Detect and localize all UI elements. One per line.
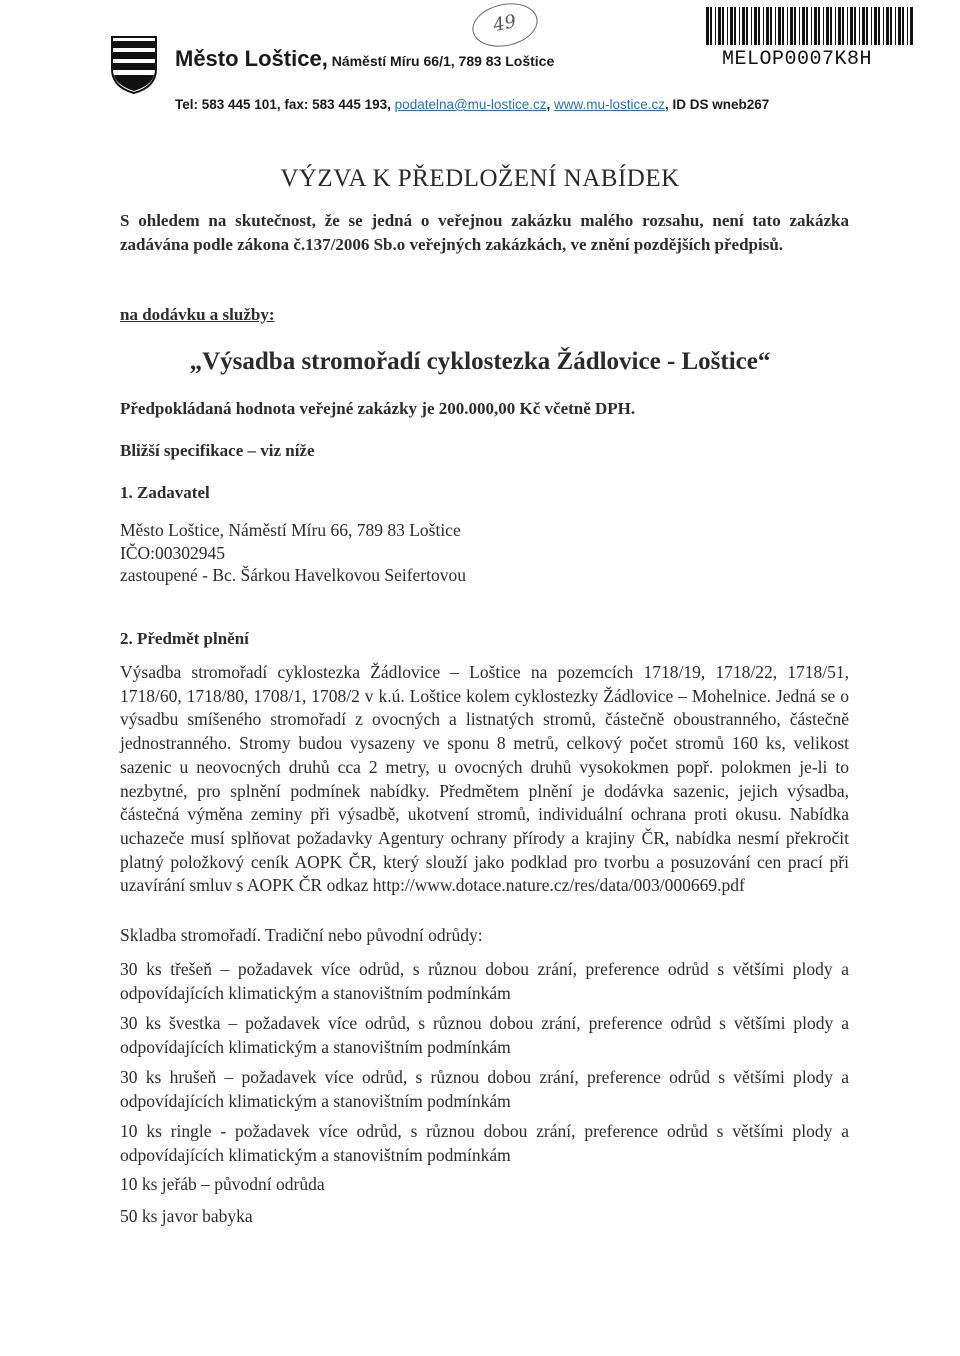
barcode-bar xyxy=(742,7,745,45)
barcode-bar xyxy=(854,7,856,45)
barcode-bar xyxy=(814,7,817,45)
document-code: MELOP0007K8H xyxy=(722,48,873,71)
city-name: Město Loštice, xyxy=(175,46,328,71)
list-item: 30 ks třešeň – požadavek více odrůd, s různou dobou zrání, preference odrůd s většími plody a odpovídajících klimatickým a stanovištním podmínkám xyxy=(120,959,849,1003)
barcode-bar xyxy=(830,7,832,45)
list-item: 10 ks ringle - požadavek více odrůd, s různou dobou zrání, preference odrůd s většími plody a odpovídajících klimatickým a stanovištním podmínkám xyxy=(120,1121,849,1165)
tel-fax: Tel: 583 445 101, fax: 583 445 193, xyxy=(175,97,395,112)
barcode-bar xyxy=(847,7,848,45)
composition-heading: Skladba stromořadí. Tradiční nebo původní odrůdy: xyxy=(120,925,483,945)
barcode-bar xyxy=(766,7,769,45)
represented-by: zastoupené - Bc. Šárkou Havelkovou Seifertovou xyxy=(120,565,467,585)
barcode-bar xyxy=(782,7,784,45)
company-id: IČO:00302945 xyxy=(120,543,225,563)
web-link[interactable]: www.mu-lostice.cz xyxy=(553,97,665,112)
barcode-bar xyxy=(758,7,760,45)
barcode-bar xyxy=(878,7,880,45)
barcode xyxy=(706,7,916,45)
barcode-bar xyxy=(739,7,740,45)
barcode-bar xyxy=(727,7,728,45)
barcode-bar xyxy=(862,7,865,45)
barcode-bar xyxy=(787,7,788,45)
barcode-bar xyxy=(706,7,709,45)
list-item: 10 ks jeřáb – původní odrůda xyxy=(120,1174,325,1194)
barcode-bar xyxy=(874,7,877,45)
barcode-bar xyxy=(826,7,829,45)
barcode-bar xyxy=(718,7,721,45)
header-line-2 xyxy=(175,97,769,112)
barcode-bar xyxy=(715,7,716,45)
handwritten-number: 49 xyxy=(468,0,541,52)
barcode-bar xyxy=(871,7,872,45)
expected-value: Předpokládaná hodnota veřejné zakázky je 200.000,00 Kč včetně DPH. xyxy=(120,399,636,418)
barcode-bar xyxy=(763,7,764,45)
barcode-bar xyxy=(799,7,800,45)
barcode-bar xyxy=(902,7,904,45)
barcode-bar xyxy=(722,7,724,45)
barcode-bar xyxy=(883,7,884,45)
barcode-bar xyxy=(838,7,841,45)
barcode-bar xyxy=(898,7,901,45)
barcode-bar xyxy=(907,7,908,45)
barcode-bar xyxy=(751,7,752,45)
barcode-bar xyxy=(790,7,793,45)
intro-paragraph: S ohledem na skutečnost, že se jedná o veřejnou zakázku malého rozsahu, není tato zakázka zadávána podle zákona č.137/2006 Sb.o veřejných zakázkách, ve znění pozdějších předpisů. xyxy=(120,211,849,254)
data-box-id: , ID DS wneb267 xyxy=(665,97,770,112)
barcode-bar xyxy=(806,7,808,45)
subject-description: Výsadba stromořadí cyklostezka Žádlovice – Loštice na pozemcích 1718/19, 1718/22, 1718/51, 1718/60, 1718/80, 1708/1, 1708/2 v k.ú. Loštice kolem cyklostezky Žádlovice – Mohelnice. Jedná se o výsadbu smíšeného stromořadí z ovocných a listnatých stromů, částečně oboustranného, částečně jednostranného. Stromy budou vysazeny ve sponu 8 metrů, celkový počet stromů 160 ks, velikost sazenic u neovocných druhů cca 2 metry, u ovocných druhů vysokokmen popř. polokmen je-li to nezbytné, pro splnění podmínek nabídky. Předmětem plnění je dodávka sazenic, jejich výsadba, částečná výměna zeminy při výsadbě, ukotvení stromů, individuální ochrana proti okusu. Nabídka uchazeče musí splňovat požadavky Agentury ochrany přírody a krajiny ČR, nabídka nesmí překročit platný položkový ceník AOPK ČR, který slouží jako podklad pro tvorbu a posuzování cen prací při uzavírání smluv s AOPK ČR odkaz http://www.dotace.nature.cz/res/data/003/000669.pdf xyxy=(120,662,849,896)
barcode-bar xyxy=(842,7,844,45)
barcode-bar xyxy=(730,7,733,45)
barcode-bar xyxy=(734,7,736,45)
barcode-bar xyxy=(710,7,712,45)
section-1-heading: 1. Zadavatel xyxy=(120,483,210,502)
barcode-bar xyxy=(866,7,868,45)
list-item: 30 ks švestka – požadavek více odrůd, s různou dobou zrání, preference odrůd s většími plody a odpovídajících klimatickým a stanovištním podmínkám xyxy=(120,1013,849,1057)
list-item: 30 ks hrušeň – požadavek více odrůd, s různou dobou zrání, preference odrůd s většími plody a odpovídajících klimatickým a stanovištním podmínkám xyxy=(120,1067,849,1111)
supply-label: na dodávku a služby: xyxy=(120,305,275,324)
barcode-bar xyxy=(811,7,812,45)
specification-note: Bližší specifikace – viz níže xyxy=(120,441,315,460)
barcode-bar xyxy=(778,7,781,45)
barcode-bar xyxy=(794,7,796,45)
email-link[interactable]: podatelna@mu-lostice.cz xyxy=(394,97,547,112)
barcode-bar xyxy=(818,7,820,45)
page-title: VÝZVA K PŘEDLOŽENÍ NABÍDEK xyxy=(280,165,680,192)
header-line-1 xyxy=(175,46,554,72)
barcode-bar xyxy=(895,7,896,45)
contracting-authority: Město Loštice, Náměstí Míru 66, 789 83 Loštice xyxy=(120,520,461,540)
barcode-bar xyxy=(770,7,772,45)
header-sep: , xyxy=(546,97,554,112)
barcode-bar xyxy=(802,7,805,45)
barcode-bar xyxy=(754,7,757,45)
city-address: Náměstí Míru 66/1, 789 83 Loštice xyxy=(327,53,555,69)
barcode-bar xyxy=(823,7,824,45)
barcode-bar xyxy=(746,7,748,45)
barcode-bar xyxy=(886,7,889,45)
barcode-bar xyxy=(859,7,860,45)
barcode-bar xyxy=(850,7,853,45)
section-2-heading: 2. Předmět plnění xyxy=(120,629,249,648)
barcode-bar xyxy=(775,7,776,45)
barcode-bar xyxy=(835,7,836,45)
list-item: 50 ks javor babyka xyxy=(120,1206,253,1226)
city-logo-icon xyxy=(108,35,160,95)
barcode-bar xyxy=(890,7,892,45)
contract-subject: „Výsadba stromořadí cyklostezka Žádlovice - Loštice“ xyxy=(189,348,771,375)
barcode-bar xyxy=(910,7,913,45)
